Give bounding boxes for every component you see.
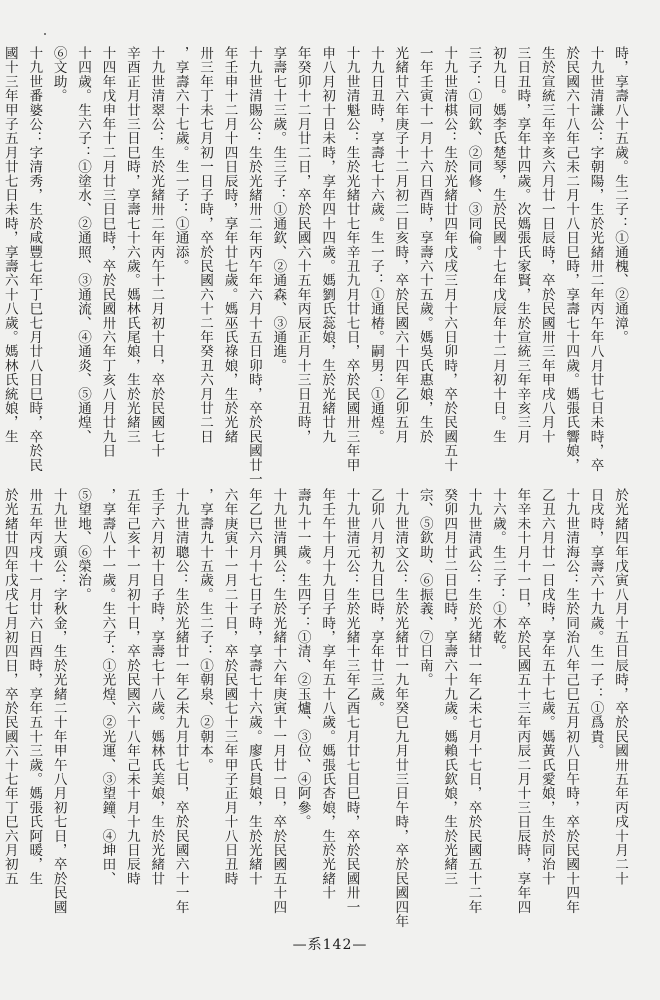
text-column: 十九世清翠公：生於光緒卅二年丙午十二月初十日，卒於民國七十: [148, 46, 165, 458]
text-column: 時，享壽八十五歲。生二子：①通槐、②通漳。: [612, 46, 628, 345]
text-column: 國十三年甲子五月廿七日未時，享壽六十八歲。媽林氏統娘，生: [1, 46, 18, 444]
text-column: ⑤望地、⑥榮治。: [75, 488, 92, 602]
text-column: 壬子六月初十日子時，享壽七十八歲。媽林氏美娘，生於光緒廿: [148, 488, 165, 886]
text-column: 一年壬寅十一月十六日酉時，享壽六十五歲。媽吳氏惠娘，生於: [416, 46, 433, 444]
text-column: 於光緒廿四年戊戌七月初四日，卒於民國六十七年丁巳六月初五: [1, 488, 18, 886]
text-column: 年壬午十月十九日子時，享年五十八歲。媽張氏杏娘，生於光緒十: [319, 488, 336, 900]
text-column: 十九世清文公：生於光緒廿一九年癸巳九月廿三日午時，卒於民國四年: [392, 488, 409, 929]
text-column: 乙卯八月初九日巳時，享年廿三歲。: [367, 488, 384, 716]
text-column: 日戌時，享壽六十九歲。生一子：①爲貴。: [587, 488, 604, 758]
text-column: ，享壽九十五歲。生二子：①朝泉、②朝本。: [197, 488, 214, 772]
text-column: 十九世清元公：生於光緒十三年乙酉七月廿七日巳時，卒於民國卅一: [343, 488, 360, 914]
text-column: 年乙巳六月十七日子時，享壽七十六歲。廖氏員娘，生於光緒十: [245, 488, 262, 886]
text-column: 十九世大頭公：字秋金，生於光緒二十年甲午八月初七日，卒於民國: [50, 488, 67, 914]
text-column: 十六歲。生二子：①木乾。: [489, 488, 506, 659]
text-column: 十九世清武公：生於光緒廿一年乙未七月十七日，卒於民國五十二年: [465, 488, 482, 914]
text-column: ，享壽六十七歲。生一子：①通添。: [172, 46, 189, 274]
page-number: —系142—: [292, 937, 368, 953]
text-column: 年壬申十二月十四日辰時，享年廿七歲。媽巫氏祿娘，生於光緒: [221, 46, 238, 444]
text-column: 三子：①同欽、②同修、③同倫。: [465, 46, 482, 259]
text-column: 十九世清魁公：生於光緒廿七年辛丑九月廿七日，卒於民國卅三年甲: [343, 46, 360, 472]
scan-speck: [44, 33, 46, 35]
text-column: 辛酉正月廿三日巳時，享壽七十六歲。媽林氏尾娘，生於光緒三: [123, 46, 140, 444]
text-column: 十九世清聰公：生於光緒廿一年乙未九月廿七日，卒於民國六十一年: [172, 488, 189, 914]
text-column: 十九世清謙公：字朝陽，生於光緒卅二年丙午年八月廿七日未時，卒: [587, 46, 604, 472]
text-column: 五年己亥十一月初十日，卒於民國六十八年己未十月十九日辰時: [123, 488, 140, 886]
text-column: 十四年戊申年十二月廿三日巳時，卒於民國卅六年丁亥八月廿九日: [99, 46, 116, 458]
text-column: 享壽七十三歲。生三子：①通欽、②通森、③通進。: [270, 46, 287, 373]
text-column: 生於宣統三年辛亥六月廿一日辰時，卒於民國卅三年甲戌八月十: [538, 46, 555, 444]
text-column: 癸卯四月廿二日巳時，享壽六十九歲。媽賴氏欽娘，生於光緒三: [441, 488, 458, 886]
text-column: ⑥文助。: [50, 46, 67, 103]
text-column: 十四歲。生六子：①塗水、②通照、③通流、④通炎、⑤通煌、: [75, 46, 92, 444]
text-column: 於光緒四年戊寅八月十五日辰時，卒於民國卅五年丙戌十月二十: [612, 488, 628, 886]
text-column: 年辛未十月十一日，卒於民國五十三年丙辰二月十三日辰時，享年四: [514, 488, 531, 914]
text-column: 卅五年丙戌十一月廿六日酉時，享年五十三歲。媽張氏阿暖，生: [26, 488, 43, 886]
text-column: 十九世清海公：生於同治八年己巳五月初八日午時，卒於民國十四年: [563, 488, 580, 914]
top-text-block: [0, 46, 632, 487]
text-column: ，享壽八十一歲。生六子：①光煌、②光運、③望鐘、④坤田、: [99, 488, 116, 886]
text-column: 十九世番婆公：字清秀，生於咸豐七年丁巳七月廿八日巳時，卒於民: [26, 46, 43, 472]
text-column: 卅三年丁未七月初一日子時，卒於民國六十二年癸丑六月廿二日: [197, 46, 214, 444]
text-column: 十九世清棋公：生於光緒廿四年戊戌三月十六日卯時，卒於民國五十: [441, 46, 458, 472]
bottom-text-block: [0, 488, 632, 929]
text-column: 乙丑六月廿一日戌時，享年五十七歲。媽黃氏愛娘，生於同治十: [538, 488, 555, 886]
text-column: 十九世清賜公：生於光緒卅二年丙午年六月十五日卯時，卒於民國廿一: [245, 46, 262, 487]
text-column: 申八月初十日未時，享年四十四歲。媽劉氏蕊娘，生於光緒廿九: [319, 46, 336, 444]
text-column: 壽九十一歲。生四子：①清、②玉爐、③位、④阿參。: [294, 488, 311, 829]
text-column: 十九世清興公：生於光緒十六年庚寅十一月廿一日，卒於民國五十四: [270, 488, 287, 914]
text-column: 十九日丑時，享壽七十六歲。生一子：①通椿。嗣男：①通煌。: [367, 46, 384, 444]
text-column: 六年庚寅十一月二十日，卒於民國七十三年甲子正月十八日丑時: [221, 488, 238, 886]
text-column: 初九日。媽李氏楚琴，生於民國十七年戊辰年十二月初十日。生: [489, 46, 506, 444]
text-column: 宗、⑤欽助、⑥振義、⑦日南。: [416, 488, 433, 687]
text-column: 光緒廿六年庚子十二月初二日亥時，卒於民國六十四年乙卯五月: [392, 46, 409, 444]
text-column: 年癸卯十二月廿二日，卒於民國六十五年丙辰正月十三日丑時，: [294, 46, 311, 444]
text-column: 三日丑時，享年廿四歲。次媽張氏家賢，生於宣統三年辛亥三月: [514, 46, 531, 444]
text-column: 於民國六十八年己未二月十八日巳時，享壽七十四歲。媽張氏響娘，: [563, 46, 580, 472]
